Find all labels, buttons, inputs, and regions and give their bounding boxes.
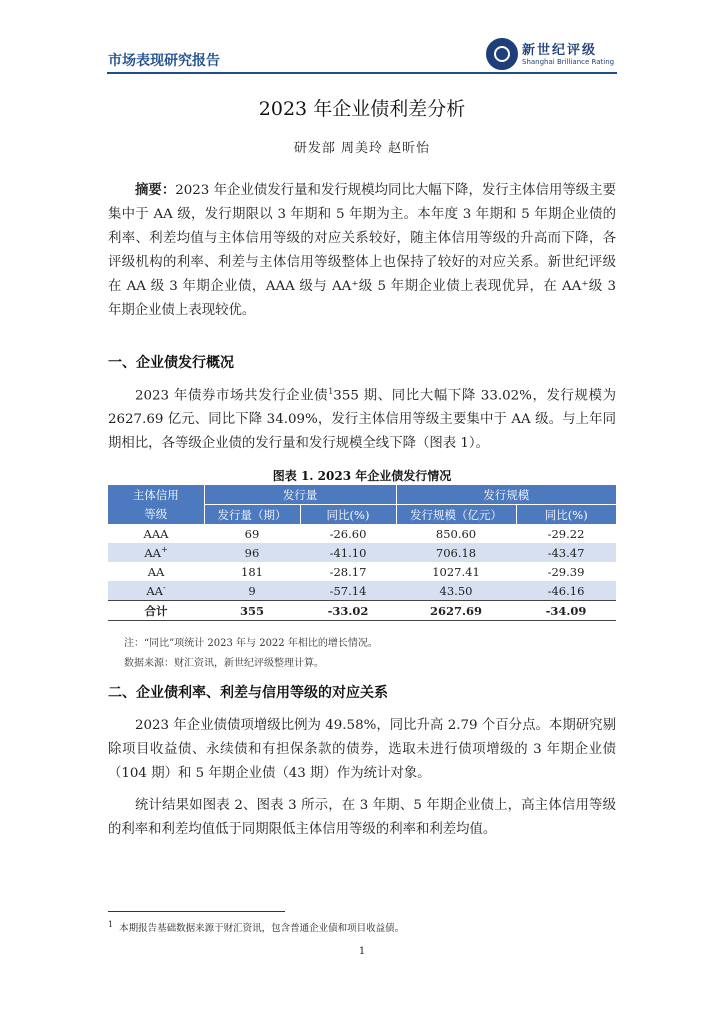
abstract-text: 2023 年企业债发行量和发行规模均同比大幅下降，发行主体信用等级主要集中于 AA 级，发行期限以 3 年期和 5 年期为主。本年度 3 年期和 5 年期企业债的利率、利差均值与主体信用等级的对应关系较好，随主体信用等级的升高而下降，各评级机构的利率、利差与主体信用等级整体上也保持了较好的对应关系。新世纪评级在 AA 级 3 年期企业债，AAA 级与 AA⁺级 5 年期企业债上表现优异，在 AA⁺级 3 年期企业债上表现较优。 [108,183,616,318]
cell-volume-yoy: -41.10 [329,545,367,560]
logo-emblem-icon [486,38,518,70]
header-group-volume: 发行量 [204,485,396,505]
cell-volume-yoy: -26.60 [329,526,367,541]
section1-text-a: 2023 年债券市场共发行企业债 [135,388,329,404]
authors: 研发部 周美玲 赵昕怡 [293,141,431,156]
footnote-mark: 1 [108,920,114,929]
issuance-table [108,485,616,621]
cell-scale-yoy: -29.39 [547,564,585,579]
cell-scale: 850.60 [435,526,477,541]
header-scale-yoy: 同比(%) [516,505,616,525]
header-group-scale: 发行规模 [396,485,616,505]
table-caption: 图表 1. 2023 年企业债发行情况 [272,469,452,483]
cell-total-volume-yoy: -33.02 [300,601,396,621]
table-row [108,562,616,581]
report-type-label: 市场表现研究报告 [108,53,220,69]
document-title: 2023 年企业债利差分析 [258,98,466,120]
footnote-text: 本期报告基础数据来源于财汇资讯，包含普通企业债和项目收益债。 [119,923,405,935]
footnote-ref[interactable]: 1 [328,387,334,396]
cell-scale: 43.50 [439,583,473,598]
cell-total-volume: 355 [204,601,300,621]
cell-rating: AA- [146,583,166,598]
cell-volume: 69 [244,526,260,541]
cell-total-scale: 2627.69 [396,601,516,621]
header-volume-yoy: 同比(%) [300,505,396,525]
cell-total-label: 合计 [108,601,204,621]
section-heading-1: 一、企业债发行概况 [108,355,234,371]
cell-rating: AA+ [144,545,168,560]
cell-volume-yoy: -28.17 [329,564,367,579]
cell-volume: 181 [241,564,263,579]
cell-scale: 706.18 [435,545,477,560]
cell-rating: AA [147,564,165,579]
abstract-label: 摘要： [135,182,176,198]
cell-scale-yoy: -29.22 [547,526,585,541]
header-volume: 发行量（期） [204,505,300,525]
logo-chinese-name: 新世纪评级 [522,43,598,58]
page-number: 1 [358,946,366,957]
header-scale: 发行规模（亿元） [396,505,516,525]
header-rating: 主体信用 等级 [108,485,204,524]
section2-paragraph-1: 2023 年企业债债项增级比例为 49.58%，同比升高 2.79 个百分点。本期研究剔除项目收益债、永续债和有担保条款的债券，选取未进行债项增级的 3 年期企业债（104 期）和 5 年期企业债（43 期）作为统计对象。 [108,718,616,781]
abstract [108,178,616,323]
footnote-divider [108,911,285,912]
header-divider [107,72,617,74]
table-note: 注：“同比”项统计 2023 年与 2022 年相比的增长情况。 [124,638,378,649]
cell-volume-yoy: -57.14 [329,583,367,598]
table-row [108,543,616,562]
table-total-row [108,601,616,621]
company-logo [486,38,618,70]
section-heading-2: 二、企业债利率、利差与信用等级的对应关系 [108,685,388,701]
cell-scale-yoy: -46.16 [547,583,585,598]
cell-total-scale-yoy: -34.09 [516,601,616,621]
cell-rating: AAA [143,526,169,541]
section1-paragraph [108,380,616,456]
cell-scale: 1027.41 [432,564,480,579]
cell-volume: 9 [248,583,256,598]
logo-english-name: Shanghai Brilliance Rating [522,58,615,66]
cell-scale-yoy: -43.47 [547,545,585,560]
cell-volume: 96 [244,545,260,560]
table-row [108,524,616,543]
section1-text-b: 355 期、同比大幅下降 33.02%，发行规模为 2627.69 亿元、同比下降 34.09%，发行主体信用等级主要集中于 AA 级。与上年同期相比，各等级企业债的发行量和发行规模全线下降（图表 1）。 [108,388,616,452]
table-source: 数据来源：财汇资讯，新世纪评级整理计算。 [124,658,324,669]
table-row [108,581,616,601]
section2-paragraph-2: 统计结果如图表 2、图表 3 所示，在 3 年期、5 年期企业债上，高主体信用等级的利率和利差均值低于同期限低主体信用等级的利率和利差均值。 [108,798,616,837]
footnote [108,920,404,934]
